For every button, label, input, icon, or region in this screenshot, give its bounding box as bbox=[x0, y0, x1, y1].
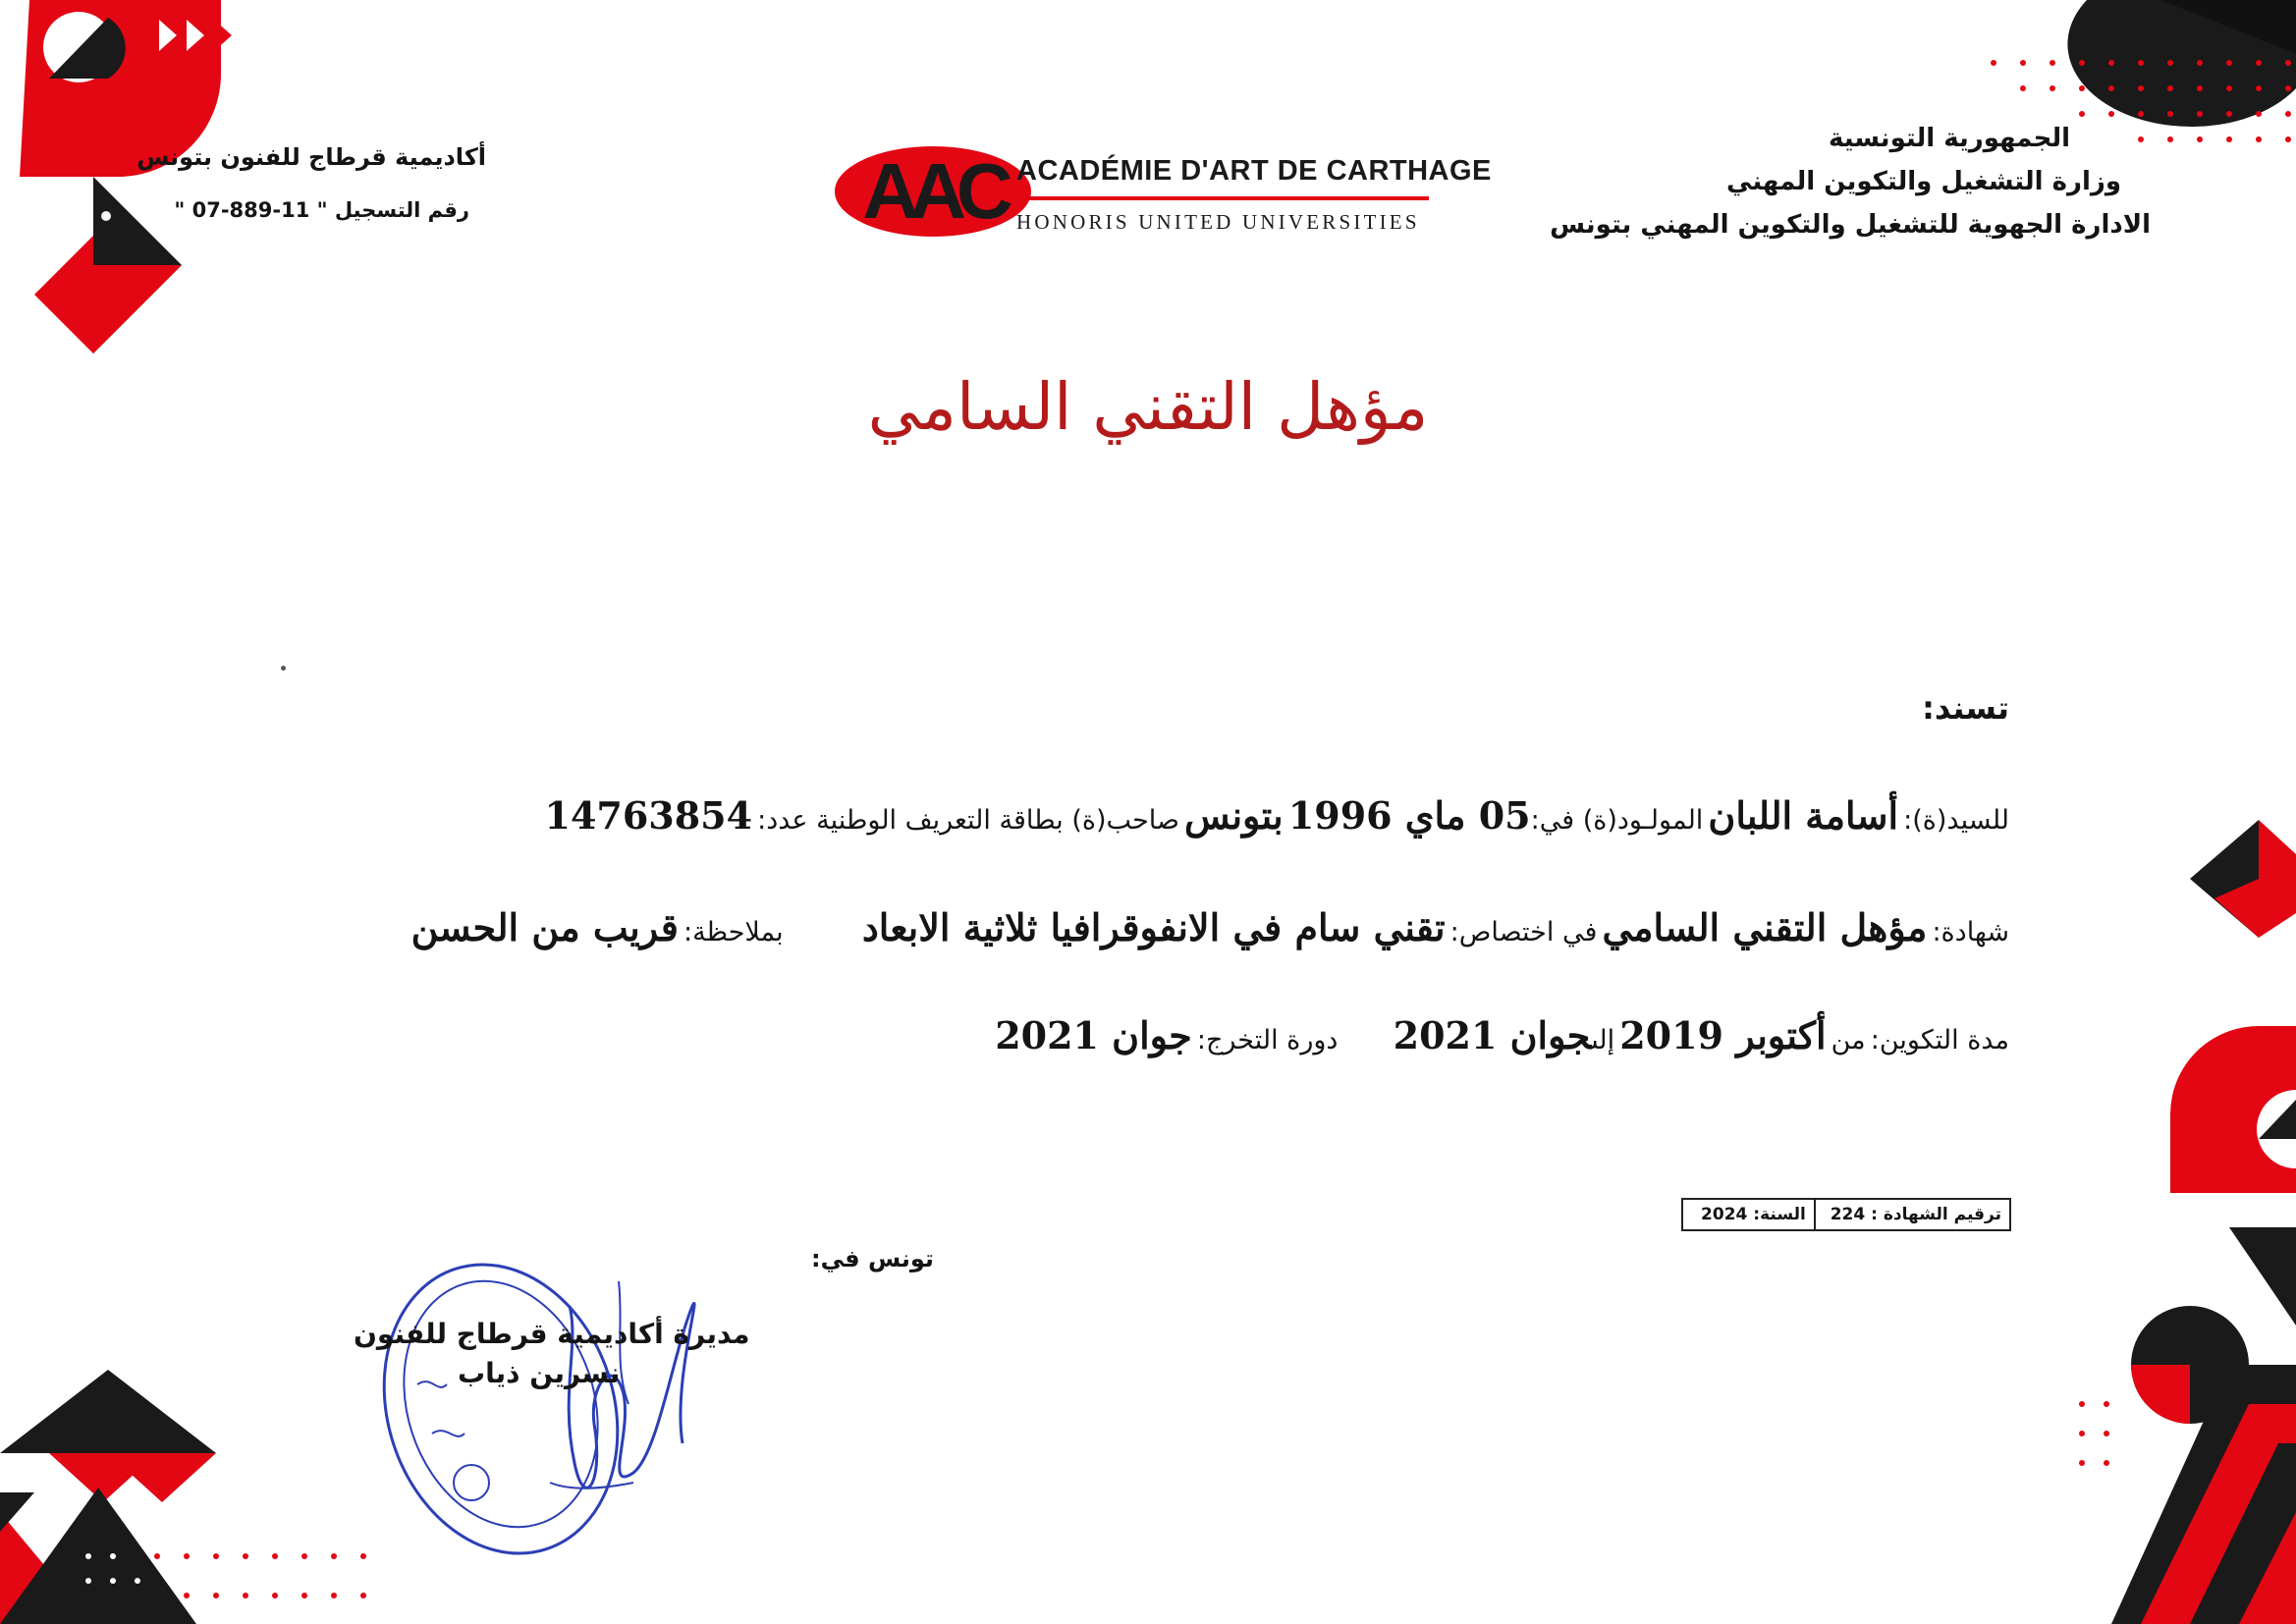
certificate-number-label: ترقيم الشهادة : bbox=[1871, 1205, 2001, 1224]
to-label: إلى bbox=[1591, 1025, 1615, 1056]
bottom-right-decoration bbox=[2079, 1227, 2296, 1624]
mr-label: للسيد(ة): bbox=[1903, 805, 2009, 836]
from-label: من bbox=[1831, 1025, 1866, 1056]
id-label: صاحب(ة) بطاقة التعريف الوطنية عدد: bbox=[757, 805, 1179, 836]
registration-number: رقم التسجيل " 11-889-07 " bbox=[174, 198, 469, 222]
ministry-label: وزارة التشغيل والتكوين المهني bbox=[1726, 167, 2121, 196]
right-diamond-decoration bbox=[2190, 820, 2296, 938]
duration-label: مدة التكوين: bbox=[1870, 1025, 2009, 1056]
duration-line bbox=[995, 1013, 2009, 1057]
certificate-number-cell bbox=[1814, 1200, 2009, 1229]
speciality: تقني سام في الانفوقرافيا ثلاثية الابعاد bbox=[861, 905, 1446, 949]
cert-name: مؤهل التقني السامي bbox=[1602, 905, 1928, 949]
born-label: المولـود(ة) في: bbox=[1530, 805, 1704, 836]
right-d-decoration bbox=[2170, 1026, 2296, 1193]
to-date: جوان 2021 bbox=[1393, 1013, 1592, 1057]
bottom-left-decoration bbox=[0, 1370, 366, 1624]
birth-place: بتونس bbox=[1184, 793, 1284, 838]
official-stamp-icon bbox=[378, 1237, 771, 1571]
from-date: أكتوبر 2019 bbox=[1619, 1013, 1827, 1057]
republic-label: الجمهورية التونسية bbox=[1828, 124, 2071, 153]
top-left-decoration bbox=[20, 0, 232, 353]
mention: قريب من الحسن bbox=[410, 905, 679, 949]
logo-divider bbox=[1016, 196, 1429, 200]
logo-mark: AAC bbox=[862, 147, 1004, 235]
mention-label: بملاحظة: bbox=[683, 917, 784, 947]
institution-name: أكاديمية قرطاج للفنون بتونس bbox=[137, 143, 486, 171]
cert-label: شهادة: bbox=[1932, 917, 2009, 947]
signatory-name: نسرين ذياب bbox=[458, 1357, 621, 1389]
logo-name: ACADÉMIE D'ART DE CARTHAGE bbox=[1016, 155, 1492, 187]
birth-date: 05 ماي 1996 bbox=[1287, 793, 1531, 838]
grants-label: تسند: bbox=[1922, 689, 2009, 727]
signatory-title: مديرة أكاديمية قرطاج للفنون bbox=[354, 1318, 750, 1350]
top-right-decoration bbox=[1991, 0, 2296, 142]
session-date: جوان 2021 bbox=[995, 1013, 1192, 1057]
certificate-line bbox=[411, 905, 2009, 949]
certificate-number-box bbox=[1681, 1198, 2011, 1231]
place-date-label: تونس في: bbox=[811, 1245, 934, 1272]
holder-line bbox=[545, 793, 2009, 838]
certificate-title: مؤهل التقني السامي bbox=[867, 369, 1429, 445]
certificate-year: 2024 bbox=[1701, 1205, 1748, 1224]
id-number: 14763854 bbox=[544, 793, 753, 838]
speciality-label: في اختصاص: bbox=[1449, 917, 1598, 947]
holder-name: أسامة اللبان bbox=[1708, 793, 1899, 838]
speck bbox=[281, 666, 286, 671]
certificate-year-label: السنة: bbox=[1753, 1205, 1806, 1224]
logo-subtitle: HONORIS UNITED UNIVERSITIES bbox=[1016, 210, 1420, 234]
regional-directorate-label: الادارة الجهوية للتشغيل والتكوين المهني بتونس bbox=[1550, 210, 2151, 240]
certificate-number: 224 bbox=[1830, 1205, 1866, 1224]
certificate-year-cell bbox=[1683, 1200, 1814, 1229]
session-label: دورة التخرج: bbox=[1196, 1025, 1339, 1056]
